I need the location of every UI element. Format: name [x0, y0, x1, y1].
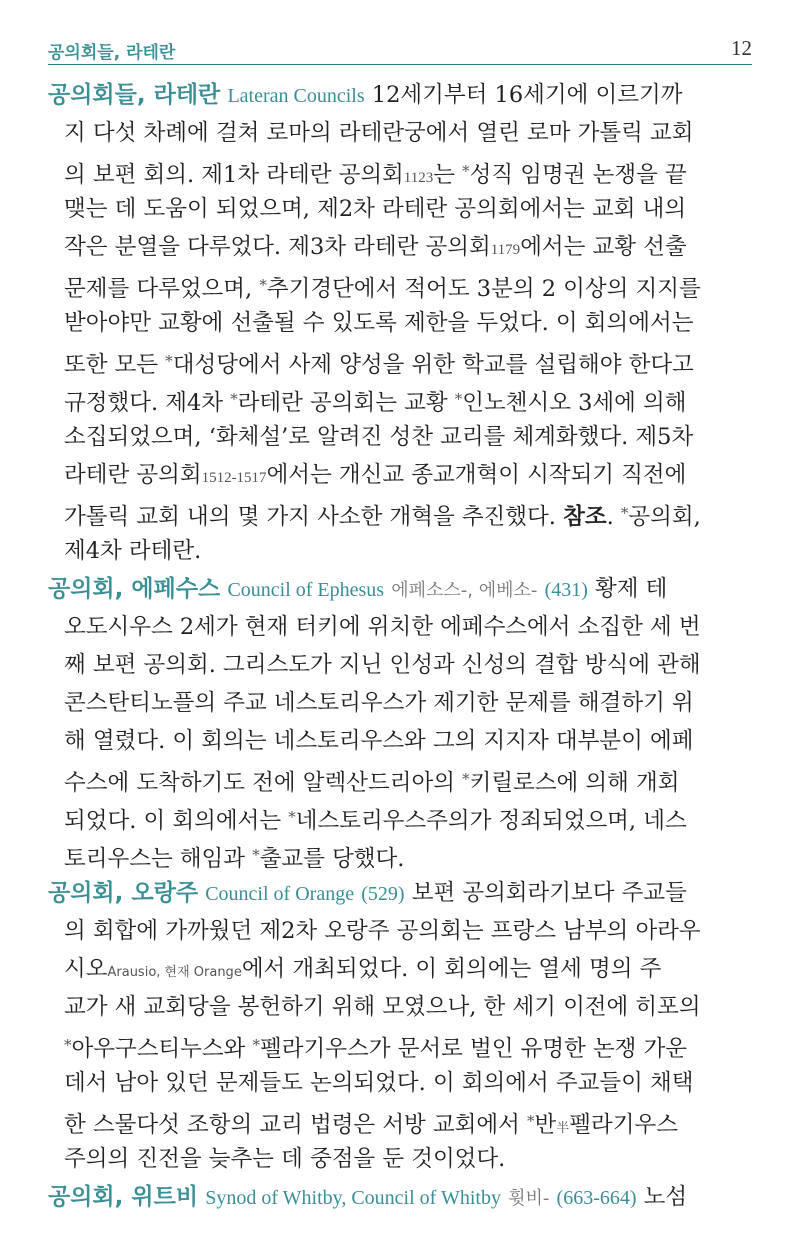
dictionary-entry	[48, 874, 752, 1178]
entry-text-line	[48, 912, 752, 950]
entry-english-term: Council of Ephesus	[227, 579, 385, 601]
entry-annotation: Arausio, 현재 Orange	[107, 965, 242, 980]
entry-text: 노섬	[636, 1184, 688, 1210]
entry-text: 라테란 공의회	[64, 462, 202, 488]
cross-reference-asterisk: *	[165, 352, 173, 370]
entry-text-line	[48, 266, 752, 304]
entry-alias: 휫비-	[508, 1188, 550, 1209]
entry-text: 제4차 라테란.	[64, 538, 202, 564]
entry-text: 째 보편 공의회. 그리스도가 지닌 인성과 신성의 결합 방식에 관해	[64, 652, 701, 678]
entry-text-line	[48, 114, 752, 152]
entry-text: 되었다. 이 회의에서는	[64, 808, 289, 834]
entry-english-term: Council of Orange	[205, 883, 355, 905]
cross-reference-asterisk: *	[259, 276, 267, 294]
dictionary-entry	[48, 1178, 752, 1216]
page-number: 12	[731, 36, 752, 60]
entry-text: 펠라기우스가 문서로 벌인 유명한 논쟁 가운	[260, 1036, 688, 1062]
cross-reference-asterisk: *	[252, 1036, 261, 1054]
entry-text: 는	[433, 162, 463, 188]
entry-text-line	[48, 722, 752, 760]
entry-text: 주의의 진전을 늦추는 데 중점을 둔 것이었다.	[64, 1146, 506, 1172]
cross-reference-asterisk: *	[64, 1036, 72, 1054]
entry-text-line	[48, 950, 752, 988]
entry-text-line	[48, 760, 752, 798]
cross-reference-asterisk: *	[527, 1112, 535, 1130]
entry-text-line	[48, 304, 752, 342]
entry-year-range: 1179	[490, 242, 521, 258]
hanja-annotation: 半	[556, 1121, 570, 1136]
entry-text: 에서 개최되었다. 이 회의에는 열세 명의 주	[241, 956, 662, 982]
entry-text: 에서는 교황 선출	[520, 234, 687, 260]
entry-text: 라테란 공의회는 교황	[237, 390, 455, 416]
entry-text: 문제를 다루었으며,	[64, 276, 260, 302]
cross-reference-asterisk: *	[230, 390, 238, 408]
cross-reference-asterisk: *	[462, 770, 470, 788]
entry-text-line	[48, 380, 752, 418]
entry-year: (663-664)	[556, 1187, 637, 1209]
entry-text-line	[48, 684, 752, 722]
entry-text: 맺는 데 도움이 되었으며, 제2차 라테란 공의회에서는 교회 내의	[64, 196, 687, 222]
entry-year-range: 1512-1517	[201, 470, 267, 486]
entry-text: 한 스물다섯 조항의 교리 법령은 서방 교회에서	[64, 1112, 528, 1138]
entry-text-line	[48, 836, 752, 874]
entry-text-line	[48, 798, 752, 836]
entry-text: 받아야만 교황에 선출될 수 있도록 제한을 두었다. 이 회의에서는	[64, 310, 694, 336]
entry-text-line	[48, 874, 752, 912]
header-rule	[48, 64, 752, 65]
entry-text: 데서 남아 있던 문제들도 논의되었다. 이 회의에서 주교들이 채택	[64, 1070, 694, 1096]
entry-text: 시오	[64, 956, 108, 982]
entry-text-line	[48, 646, 752, 684]
entry-text-line	[48, 228, 752, 266]
entry-headword: 공의회, 오랑주	[48, 880, 199, 906]
dictionary-entry	[48, 76, 752, 570]
entry-headword: 공의회들, 라테란	[48, 82, 221, 108]
entry-text-line	[48, 1178, 752, 1216]
entry-text: 수스에 도착하기도 전에 알렉산드리아의	[64, 770, 463, 796]
entry-english-term: Synod of Whitby, Council of Whitby	[205, 1187, 501, 1209]
entry-english-term: Lateran Councils	[227, 85, 365, 107]
entry-year-range: 1123	[403, 170, 434, 186]
entry-text-line	[48, 152, 752, 190]
entry-text-line	[48, 1102, 752, 1140]
entry-text-line	[48, 988, 752, 1026]
entry-text: 소집되었으며, ‘화체설’로 알려진 성찬 교리를 체계화했다. 제5차	[64, 424, 694, 450]
entry-headword: 공의회, 위트비	[48, 1184, 199, 1210]
entry-year: (431)	[544, 579, 588, 601]
entry-text-line	[48, 1140, 752, 1178]
entry-text: 가톨릭 교회 내의 몇 가지 사소한 개혁을 추진했다.	[64, 504, 564, 530]
cross-reference-asterisk: *	[454, 390, 463, 408]
entry-text-line	[48, 532, 752, 570]
entry-text: 황제 테	[587, 576, 668, 602]
entry-text-line	[48, 494, 752, 532]
entry-alias: 에페소스-, 에베소-	[391, 580, 538, 601]
see-also-label: 참조	[563, 504, 607, 530]
running-header	[48, 36, 752, 66]
entry-text-line	[48, 1026, 752, 1064]
entry-text: 또한 모든	[64, 352, 166, 378]
entry-text: 규정했다. 제4차	[64, 390, 231, 416]
entry-text: 보편 공의회라기보다 주교들	[404, 880, 687, 906]
entry-text: 대성당에서 사제 양성을 위한 학교를 설립해야 한다고	[172, 352, 694, 378]
entry-text: 오도시우스 2세가 현재 터키에 위치한 에페수스에서 소집한 세 번	[64, 614, 701, 640]
cross-reference-asterisk: *	[620, 504, 629, 522]
entry-text-line	[48, 418, 752, 456]
cross-reference-asterisk: *	[252, 846, 260, 864]
running-title: 공의회들, 라테란	[48, 43, 176, 63]
cross-reference-asterisk: *	[462, 162, 470, 180]
entry-year: (529)	[361, 883, 405, 905]
entry-text: 의 회합에 가까웠던 제2차 오랑주 공의회는 프랑스 남부의 아라우	[64, 918, 701, 944]
entry-text: 출교를 당했다.	[259, 846, 405, 872]
entry-text: 의 보편 회의. 제1차 라테란 공의회	[64, 162, 404, 188]
entry-text: 키릴로스에 의해 개회	[469, 770, 680, 796]
entry-text: 반	[534, 1112, 557, 1138]
entry-text-line	[48, 456, 752, 494]
cross-reference-asterisk: *	[288, 808, 296, 826]
entry-text-line	[48, 76, 752, 114]
entry-text: .	[606, 504, 621, 530]
entry-text: 지 다섯 차례에 걸쳐 로마의 라테란궁에서 열린 로마 가톨릭 교회	[64, 120, 694, 146]
entry-text: 인노첸시오 3세에 의해	[462, 390, 687, 416]
entry-text-line	[48, 608, 752, 646]
entry-text: 추기경단에서 적어도 3분의 2 이상의 지지를	[266, 276, 701, 302]
entry-text: 콘스탄티노플의 주교 네스토리우스가 제기한 문제를 해결하기 위	[64, 690, 694, 716]
entry-text: 12세기부터 16세기에 이르기까	[364, 82, 683, 108]
entry-text-line	[48, 190, 752, 228]
entry-text: 공의회,	[628, 504, 701, 530]
entry-text: 성직 임명권 논쟁을 끝	[469, 162, 687, 188]
entry-text-line	[48, 1064, 752, 1102]
entry-text: 해 열렸다. 이 회의는 네스토리우스와 그의 지지자 대부분이 에페	[64, 728, 694, 754]
entry-text: 토리우스는 해임과	[64, 846, 253, 872]
entry-text: 작은 분열을 다루었다. 제3차 라테란 공의회	[64, 234, 491, 260]
entry-text-line	[48, 570, 752, 608]
entry-headword: 공의회, 에페수스	[48, 576, 221, 602]
entry-text: 펠라기우스	[569, 1112, 678, 1138]
entry-text: 교가 새 교회당을 봉헌하기 위해 모였으나, 한 세기 이전에 히포의	[64, 994, 701, 1020]
entry-text-line	[48, 342, 752, 380]
entry-text: 네스토리우스주의가 정죄되었으며, 네스	[295, 808, 687, 834]
entry-text: 에서는 개신교 종교개혁이 시작되기 직전에	[266, 462, 687, 488]
dictionary-entry	[48, 570, 752, 874]
entry-text: 아우구스티누스와	[71, 1036, 253, 1062]
dictionary-entries	[48, 76, 752, 1216]
